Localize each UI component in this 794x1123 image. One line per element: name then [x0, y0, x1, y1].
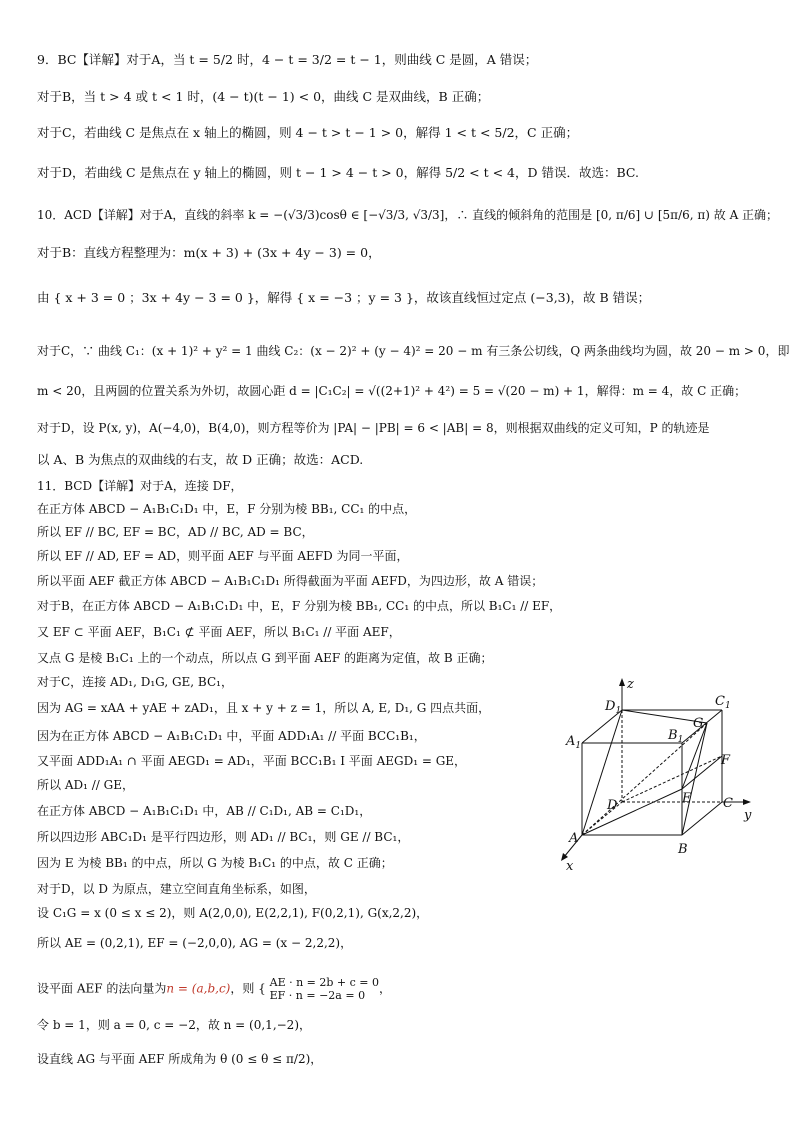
- p11-line18: 设 C₁G = x (0 ≤ x ≤ 2)，则 A(2,0,0), E(2,2,1), F(0,2,1), G(x,2,2)，: [37, 906, 429, 920]
- p11-line21: 令 b = 1，则 a = 0, c = −2，故 n = (0,1,−2)，: [37, 1018, 312, 1032]
- segment-d-f: [622, 756, 722, 802]
- label-a: A: [569, 831, 579, 846]
- segment-a-e: [582, 789, 682, 835]
- p11-line12: 又平面 ADD₁A₁ ∩ 平面 AEGD₁ = AD₁，平面 BCC₁B₁ I 平面 AEGD₁ = GE，: [37, 754, 467, 768]
- p11-line13: 所以 AD₁ // GE，: [37, 778, 134, 792]
- segment-a-g-hidden: [582, 723, 707, 835]
- p9-line1: 9．BC【详解】对于A，当 t = 5/2 时，4 − t = 3/2 = t − 1，则曲线 C 是圆，A 错误；: [37, 52, 538, 67]
- y-arrow-icon: [743, 799, 751, 805]
- system-eq-2: EF · n = −2a = 0: [269, 989, 366, 1003]
- label-d1: $D_1$: [605, 699, 622, 716]
- p11-line10: 因为 AG = xAA + yAE + zAD₁，且 x + y + z = 1，所以 A, E, D₁, G 四点共面，: [37, 701, 491, 715]
- p11-line16: 因为 E 为棱 BB₁ 的中点，所以 G 为棱 B₁C₁ 的中点，故 C 正确；: [37, 856, 393, 870]
- label-c1: $C_1$: [715, 694, 731, 711]
- p11-line8: 又点 G 是棱 B₁C₁ 上的一个动点，所以点 G 到平面 AEF 的距离为定值，故 B 正确；: [37, 651, 493, 665]
- p10-line2: 对于B：直线方程整理为：m(x + 3) + (3x + 4y − 3) = 0，: [37, 245, 381, 260]
- system-end: ，: [379, 981, 392, 996]
- p11-line22: 设直线 AG 与平面 AEF 所成角为 θ (0 ≤ θ ≤ π/2)，: [37, 1052, 323, 1066]
- p10-line6: 对于D，设 P(x, y)，A(−4,0)，B(4,0)，则方程等价为 |PA| − |PB| = 6 < |AB| = 8，则根据双曲线的定义可知，P 的轨迹是: [37, 421, 710, 435]
- label-x: x: [566, 859, 574, 873]
- p10-line7: 以 A、B 为焦点的双曲线的右支，故 D 正确；故选：ACD.: [37, 452, 364, 467]
- label-b: B: [678, 842, 688, 857]
- label-c: C: [723, 796, 733, 811]
- label-f: F: [721, 753, 731, 768]
- segment-a-d1: [582, 710, 622, 835]
- p11-line4: 所以 EF // AD, EF = AD，则平面 AEF 与平面 AEFD 为同一平面，: [37, 549, 409, 563]
- p9-line2: 对于B，当 t > 4 或 t < 1 时，(4 − t)(t − 1) < 0，曲线 C 是双曲线，B 正确；: [37, 89, 490, 104]
- normal-vector-intro: 设平面 AEF 的法向量为: [37, 981, 167, 996]
- label-z: z: [627, 677, 634, 692]
- p11-line14: 在正方体 ABCD − A₁B₁C₁D₁ 中，AB // C₁D₁, AB = C₁D₁，: [37, 804, 372, 818]
- p9-line3: 对于C，若曲线 C 是焦点在 x 轴上的椭圆，则 4 − t > t − 1 > 0，解得 1 < t < 5/2，C 正确；: [37, 125, 579, 140]
- p11-line11: 因为在正方体 ABCD − A₁B₁C₁D₁ 中，平面 ADD₁A₁ // 平面 BCC₁B₁，: [37, 729, 426, 743]
- p11-line6: 对于B，在正方体 ABCD − A₁B₁C₁D₁ 中，E，F 分别为棱 BB₁, CC₁ 的中点，所以 B₁C₁ // EF，: [37, 599, 562, 613]
- p11-line20: [37, 976, 391, 1002]
- label-y: y: [744, 808, 752, 823]
- label-e: E: [682, 791, 692, 806]
- normal-vector: n = (a,b,c): [166, 981, 231, 996]
- p11-line1: 11．BCD【详解】对于A，连接 DF，: [37, 479, 243, 493]
- p10-line3: 由 { x + 3 = 0 ；3x + 4y − 3 = 0 }，解得 { x = −3 ；y = 3 }，故该直线恒过定点 (−3,3)，故 B 错误；: [37, 290, 651, 305]
- p11-line7: 又 EF ⊂ 平面 AEF，B₁C₁ ⊄ 平面 AEF，所以 B₁C₁ // 平面 AEF，: [37, 625, 401, 639]
- p11-line9: 对于C，连接 AD₁, D₁G, GE, BC₁，: [37, 675, 233, 689]
- label-b1: $B_1$: [668, 728, 684, 745]
- p10-line5: m < 20，且两圆的位置关系为外切，故圆心距 d = |C₁C₂| = √((2+1)² + 4²) = 5 = √(20 − m) + 1，解得：m = 4，故 C 正确；: [37, 384, 747, 398]
- p9-line4: 对于D，若曲线 C 是焦点在 y 轴上的椭圆，则 t − 1 > 4 − t > 0，解得 5/2 < t < 4，D 错误．故选：BC.: [37, 165, 640, 180]
- p11-line19: 所以 AE = (0,2,1), EF = (−2,0,0), AG = (x − 2,2,2)，: [37, 936, 353, 950]
- label-a1: $A_1$: [566, 734, 582, 751]
- p10-line1: 10．ACD【详解】对于A，直线的斜率 k = −(√3/3)cosθ ∈ [−√3/3, √3/3]，∴ 直线的倾斜角的范围是 [0, π/6] ∪ [5π/6, π) 故 A 正确；: [37, 208, 779, 222]
- p10-line4: 对于C，∵ 曲线 C₁：(x + 1)² + y² = 1 曲线 C₂：(x − 2)² + (y − 4)² = 20 − m 有三条公切线，Q 两条曲线均为圆，故 20 − m > 0，即: [37, 344, 790, 358]
- label-g: G: [693, 716, 704, 731]
- normal-system: [270, 976, 379, 1002]
- p11-line17: 对于D，以 D 为原点，建立空间直角坐标系，如图，: [37, 882, 316, 896]
- system-eq-1: AE · n = 2b + c = 0: [269, 976, 380, 989]
- p11-line15: 所以四边形 ABC₁D₁ 是平行四边形，则 AD₁ // BC₁，则 GE // BC₁，: [37, 830, 410, 844]
- system-lead: ，则 {: [230, 981, 266, 996]
- p11-line3: 所以 EF // BC, EF = BC，AD // BC, AD = BC，: [37, 525, 314, 539]
- cube-figure: [552, 675, 764, 873]
- label-d: D: [607, 798, 618, 813]
- p11-line5: 所以平面 AEF 截正方体 ABCD − A₁B₁C₁D₁ 所得截面为平面 AEFD，为四边形，故 A 错误；: [37, 574, 544, 588]
- z-arrow-icon: [619, 678, 625, 686]
- p11-line2: 在正方体 ABCD − A₁B₁C₁D₁ 中，E，F 分别为棱 BB₁, CC₁ 的中点，: [37, 502, 417, 516]
